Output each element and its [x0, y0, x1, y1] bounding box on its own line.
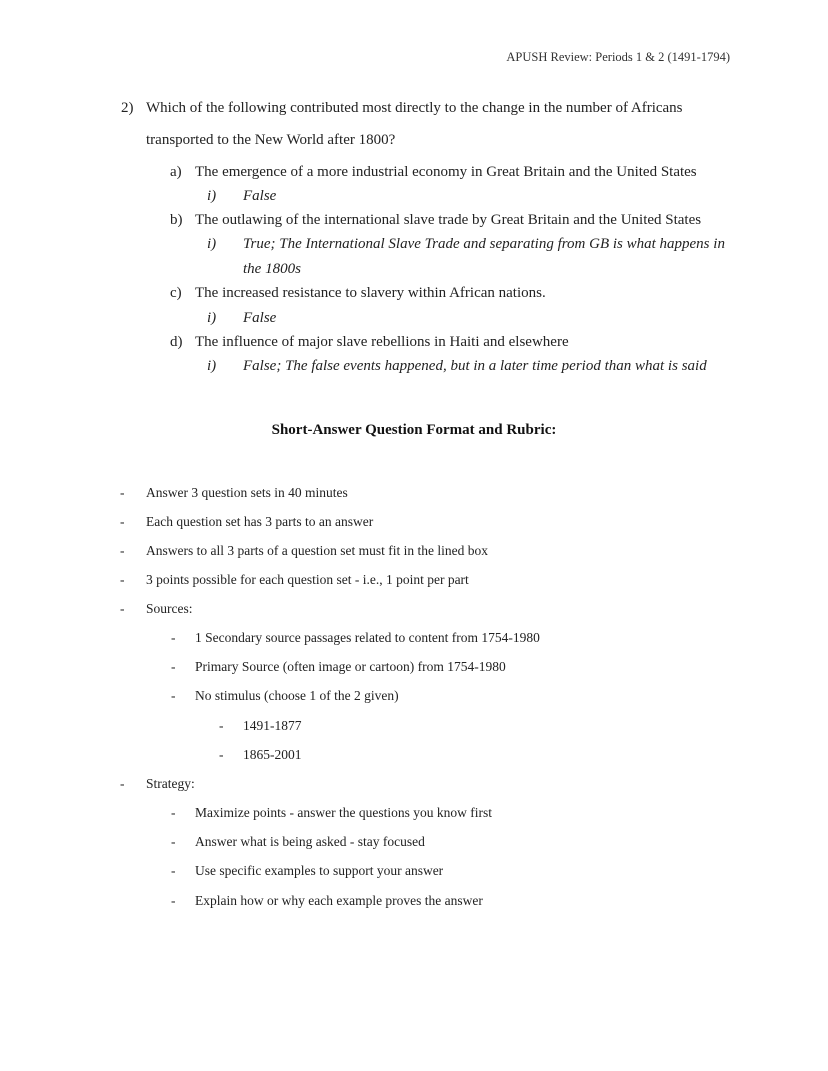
option-d-letter: d): [170, 334, 183, 350]
bullet-item: Each question set has 3 parts to an answer: [146, 514, 374, 529]
bullet-dash: -: [120, 485, 125, 500]
stimulus-period: 1491-1877: [243, 718, 302, 733]
strategy-item: Use specific examples to support your answer: [195, 863, 444, 878]
sub-bullet-dash: -: [171, 834, 176, 849]
source-item: 1 Secondary source passages related to content from 1754-1980: [195, 630, 540, 645]
option-b-answer-line-2: the 1800s: [243, 261, 301, 277]
option-a-letter: a): [170, 164, 182, 180]
sub-bullet-dash: -: [171, 659, 176, 674]
question-text-line-2: transported to the New World after 1800?: [146, 132, 396, 148]
bullet-item: 3 points possible for each question set - i.e., 1 point per part: [146, 572, 469, 587]
option-a-answer-number: i): [207, 188, 217, 204]
bullet-dash: -: [120, 572, 125, 587]
sub-bullet-dash: -: [171, 863, 176, 878]
section-title: Short-Answer Question Format and Rubric:: [271, 422, 557, 438]
option-d-answer-number: i): [207, 358, 217, 374]
question-number: 2): [121, 100, 134, 116]
bullet-item: Answer 3 question sets in 40 minutes: [146, 485, 348, 500]
sub-bullet-dash: -: [171, 688, 176, 703]
bullet-dash: -: [120, 543, 125, 558]
source-item: Primary Source (often image or cartoon) from 1754-1980: [195, 659, 506, 674]
option-c-answer: False: [243, 310, 277, 326]
bullet-dash: -: [120, 514, 125, 529]
strategy-item: Maximize points - answer the questions you know first: [195, 805, 492, 820]
option-c-answer-number: i): [207, 310, 217, 326]
option-d-text: The influence of major slave rebellions in Haiti and elsewhere: [195, 334, 569, 350]
strategy-item: Answer what is being asked - stay focused: [195, 834, 425, 849]
option-d-answer: False; The false events happened, but in a later time period than what is said: [243, 358, 707, 374]
strategy-item: Explain how or why each example proves the answer: [195, 893, 483, 908]
question-text-line-1: Which of the following contributed most directly to the change in the number of Africans: [146, 100, 683, 116]
source-item: No stimulus (choose 1 of the 2 given): [195, 688, 399, 703]
option-a-text: The emergence of a more industrial economy in Great Britain and the United States: [195, 164, 697, 180]
bullet-item: Answers to all 3 parts of a question set must fit in the lined box: [146, 543, 488, 558]
sub-sub-bullet-dash: -: [219, 718, 224, 733]
option-c-text: The increased resistance to slavery within African nations.: [195, 285, 546, 301]
option-c-letter: c): [170, 285, 182, 301]
strategy-heading: Strategy:: [146, 776, 195, 791]
option-b-text: The outlawing of the international slave trade by Great Britain and the United States: [195, 212, 702, 228]
bullet-dash: -: [120, 776, 125, 791]
sub-bullet-dash: -: [171, 630, 176, 645]
option-a-answer: False: [243, 188, 277, 204]
stimulus-period: 1865-2001: [243, 747, 302, 762]
option-b-answer-number: i): [207, 236, 217, 252]
sub-sub-bullet-dash: -: [219, 747, 224, 762]
option-b-letter: b): [170, 212, 183, 228]
page-header: APUSH Review: Periods 1 & 2 (1491-1794): [506, 50, 730, 64]
bullet-dash: -: [120, 601, 125, 616]
sub-bullet-dash: -: [171, 805, 176, 820]
sources-heading: Sources:: [146, 601, 193, 616]
sub-bullet-dash: -: [171, 893, 176, 908]
option-b-answer-line-1: True; The International Slave Trade and separating from GB is what happens in: [243, 236, 725, 252]
